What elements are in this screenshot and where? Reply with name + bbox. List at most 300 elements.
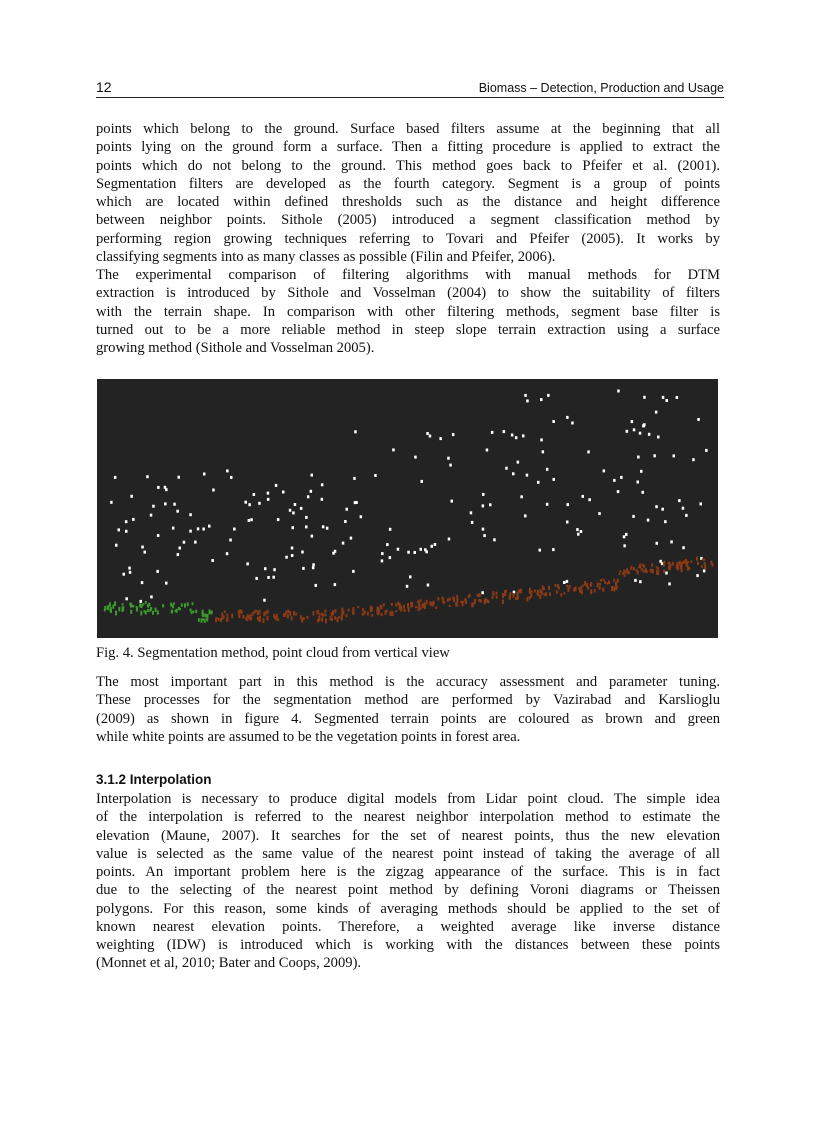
terrain-point: [192, 602, 194, 605]
terrain-point: [273, 614, 275, 618]
vegetation-point: [208, 525, 211, 528]
paragraph-interpolation: [96, 790, 720, 973]
vegetation-point: [580, 530, 583, 533]
vegetation-point: [692, 458, 695, 461]
vegetation-point: [334, 583, 337, 586]
vegetation-point: [179, 547, 182, 550]
vegetation-point: [350, 537, 353, 540]
terrain-point: [682, 562, 684, 564]
vegetation-point: [115, 544, 118, 547]
terrain-point: [686, 561, 688, 564]
vegetation-point: [183, 541, 186, 544]
figure-point-cloud: [97, 379, 718, 638]
vegetation-point: [426, 432, 429, 435]
vegetation-point: [353, 477, 356, 480]
vegetation-point: [482, 504, 485, 507]
terrain-point: [195, 610, 197, 613]
vegetation-point: [520, 495, 523, 498]
vegetation-point: [346, 508, 349, 511]
terrain-point: [449, 598, 451, 601]
point-cloud-image: [97, 379, 718, 638]
terrain-point: [657, 571, 659, 575]
vegetation-point: [289, 509, 292, 512]
terrain-point: [586, 583, 588, 587]
terrain-point: [641, 568, 643, 571]
vegetation-point: [285, 556, 288, 559]
vegetation-point: [311, 474, 314, 477]
running-title: Biomass – Detection, Production and Usage: [478, 81, 724, 95]
terrain-point: [325, 614, 327, 616]
terrain-point: [107, 605, 109, 610]
terrain-point: [140, 604, 142, 607]
vegetation-point: [655, 505, 658, 508]
terrain-point: [502, 600, 504, 605]
vegetation-point: [294, 503, 297, 506]
terrain-point: [622, 572, 624, 575]
vegetation-point: [203, 473, 206, 476]
terrain-point: [295, 613, 297, 616]
terrain-point: [339, 616, 341, 618]
terrain-point: [650, 569, 652, 573]
vegetation-point: [640, 470, 643, 473]
vegetation-point: [643, 424, 646, 427]
terrain-point: [191, 611, 193, 614]
terrain-point: [145, 611, 147, 615]
vegetation-point: [360, 515, 363, 518]
vegetation-point: [212, 489, 215, 492]
terrain-point: [408, 607, 410, 612]
vegetation-point: [637, 481, 640, 484]
terrain-point: [362, 613, 364, 616]
terrain-point: [176, 609, 178, 613]
terrain-point: [245, 617, 247, 621]
terrain-point: [518, 590, 520, 593]
terrain-point: [145, 601, 147, 604]
vegetation-point: [156, 570, 159, 573]
terrain-point: [238, 614, 240, 618]
vegetation-point: [471, 521, 474, 524]
vegetation-point: [668, 582, 671, 585]
terrain-point: [341, 608, 343, 613]
vegetation-point: [321, 498, 324, 501]
terrain-point: [152, 611, 154, 615]
terrain-point: [204, 614, 206, 617]
vegetation-point: [700, 502, 703, 505]
vegetation-point: [310, 490, 313, 493]
terrain-point: [172, 605, 174, 609]
vegetation-point: [526, 399, 529, 402]
terrain-point: [319, 613, 321, 615]
vegetation-point: [577, 533, 580, 536]
text-line: extraction is introduced by Sithole and Vosselman (2004) to show the suitability of filters: [96, 285, 720, 302]
terrain-point: [357, 606, 359, 608]
terrain-point: [543, 593, 545, 595]
terrain-point: [534, 590, 536, 593]
vegetation-point: [177, 553, 180, 556]
terrain-point: [352, 609, 354, 613]
vegetation-point: [547, 394, 550, 397]
vegetation-point: [397, 548, 400, 551]
vegetation-point: [311, 535, 314, 538]
vegetation-point: [553, 478, 556, 481]
terrain-point: [283, 614, 285, 617]
vegetation-point: [421, 480, 424, 483]
section-heading: 3.1.2 Interpolation: [96, 772, 212, 787]
terrain-point: [541, 591, 543, 595]
vegetation-point: [164, 502, 167, 505]
terrain-point: [615, 582, 617, 586]
vegetation-point: [511, 434, 514, 437]
vegetation-point: [253, 493, 256, 496]
vegetation-point: [172, 527, 175, 530]
terrain-point: [178, 607, 180, 610]
terrain-point: [122, 603, 124, 605]
terrain-point: [263, 618, 265, 623]
vegetation-point: [194, 541, 197, 544]
terrain-point: [334, 616, 336, 619]
vegetation-point: [447, 457, 450, 460]
vegetation-point: [315, 584, 318, 587]
vegetation-point: [332, 552, 335, 555]
vegetation-point: [140, 600, 143, 603]
terrain-point: [608, 581, 610, 585]
terrain-point: [704, 564, 706, 569]
vegetation-point: [248, 503, 251, 506]
terrain-point: [377, 611, 379, 616]
vegetation-point: [352, 570, 355, 573]
text-line: value is selected as the same value of the nearest point instead of taking the average of all: [96, 845, 720, 862]
vegetation-point: [522, 434, 525, 437]
terrain-point: [391, 603, 393, 606]
vegetation-point: [255, 577, 258, 580]
vegetation-point: [656, 542, 659, 545]
terrain-point: [334, 609, 336, 613]
vegetation-point: [420, 548, 423, 551]
terrain-point: [404, 609, 406, 612]
terrain-point: [255, 610, 257, 612]
vegetation-point: [355, 501, 358, 504]
text-line: due to the selecting of the nearest point method by defining Voroni diagrams or Theissen: [96, 882, 720, 899]
terrain-point: [109, 602, 111, 606]
vegetation-point: [342, 542, 345, 545]
vegetation-point: [666, 399, 669, 402]
vegetation-point: [197, 527, 200, 530]
terrain-point: [704, 562, 706, 565]
vegetation-point: [129, 571, 132, 574]
vegetation-point: [639, 432, 642, 435]
terrain-point: [697, 562, 699, 565]
vegetation-point: [659, 560, 662, 563]
terrain-point: [443, 601, 445, 604]
terrain-point: [330, 616, 332, 620]
vegetation-point: [603, 469, 606, 472]
vegetation-point: [226, 552, 229, 555]
terrain-point: [520, 589, 522, 592]
terrain-point: [488, 601, 490, 604]
vegetation-point: [292, 526, 295, 529]
vegetation-point: [144, 551, 147, 554]
vegetation-point: [125, 520, 128, 523]
terrain-point: [420, 608, 422, 610]
terrain-point: [616, 585, 618, 588]
terrain-point: [447, 598, 449, 601]
terrain-point: [582, 585, 584, 587]
terrain-point: [130, 603, 132, 607]
terrain-point: [118, 607, 120, 612]
vegetation-point: [273, 568, 276, 571]
vegetation-point: [678, 499, 681, 502]
terrain-point: [480, 600, 482, 603]
vegetation-point: [409, 575, 412, 578]
paragraph-accuracy: [96, 673, 720, 746]
terrain-point: [630, 566, 632, 570]
terrain-point: [380, 613, 382, 616]
terrain-point: [321, 617, 323, 621]
terrain-point: [341, 616, 343, 620]
vegetation-point: [312, 563, 315, 566]
vegetation-point: [632, 515, 635, 518]
vegetation-point: [291, 554, 294, 557]
terrain-point: [455, 602, 457, 606]
terrain-point: [549, 592, 551, 596]
terrain-point: [307, 616, 309, 619]
terrain-point: [109, 609, 111, 612]
terrain-point: [258, 618, 260, 621]
terrain-point: [312, 611, 314, 615]
terrain-point: [115, 611, 117, 616]
vegetation-point: [157, 534, 160, 537]
vegetation-point: [648, 433, 651, 436]
vegetation-point: [307, 495, 310, 498]
vegetation-point: [392, 448, 395, 451]
text-line: (2009) as shown in figure 4. Segmented terrain points are coloured as brown and green: [96, 710, 720, 727]
terrain-point: [104, 606, 106, 610]
vegetation-point: [452, 433, 455, 436]
vegetation-point: [152, 505, 155, 508]
terrain-point: [287, 614, 289, 619]
vegetation-point: [642, 491, 645, 494]
vegetation-point: [566, 416, 569, 419]
text-line: These processes for the segmentation method are performed by Vazirabad and Karslioglu: [96, 692, 720, 709]
terrain-point: [564, 592, 566, 594]
terrain-point: [399, 603, 401, 606]
vegetation-point: [130, 495, 133, 498]
text-line: of the interpolation is referred to the nearest neighbor interpolation method to estimate the: [96, 809, 720, 826]
text-line: growing method (Sithole and Vosselman 2005).: [96, 340, 375, 356]
vegetation-point: [230, 476, 233, 479]
vegetation-point: [321, 483, 324, 486]
terrain-point: [613, 579, 615, 582]
vegetation-point: [176, 510, 179, 513]
vegetation-point: [374, 474, 377, 477]
vegetation-point: [655, 411, 658, 414]
figure-caption: Fig. 4. Segmentation method, point cloud from vertical view: [96, 645, 450, 661]
vegetation-point: [696, 574, 699, 577]
terrain-point: [371, 607, 373, 612]
terrain-point: [599, 583, 601, 585]
terrain-point: [668, 562, 670, 564]
vegetation-point: [623, 544, 626, 547]
terrain-point: [449, 605, 451, 607]
vegetation-point: [322, 525, 325, 528]
terrain-point: [293, 611, 295, 616]
terrain-point: [465, 602, 467, 604]
terrain-point: [646, 571, 648, 573]
vegetation-point: [486, 449, 489, 452]
terrain-point: [242, 615, 244, 619]
terrain-point: [318, 615, 320, 620]
terrain-point: [633, 567, 635, 570]
terrain-point: [202, 618, 204, 620]
terrain-point: [496, 595, 498, 598]
terrain-point: [619, 570, 621, 572]
terrain-point: [567, 588, 569, 592]
vegetation-point: [110, 501, 113, 504]
terrain-point: [626, 568, 628, 571]
terrain-point: [209, 609, 211, 614]
terrain-point: [226, 618, 228, 622]
terrain-point: [529, 596, 531, 599]
terrain-point: [198, 618, 200, 622]
terrain-point: [651, 563, 653, 566]
terrain-point: [238, 610, 240, 614]
vegetation-point: [381, 559, 384, 562]
vegetation-point: [661, 508, 664, 511]
terrain-point: [171, 610, 173, 614]
vegetation-point: [141, 546, 144, 549]
vegetation-point: [657, 436, 660, 439]
terrain-point: [492, 596, 494, 599]
vegetation-point: [515, 436, 518, 439]
vegetation-point: [542, 450, 545, 453]
vegetation-point: [685, 514, 688, 517]
vegetation-point: [526, 474, 529, 477]
terrain-point: [619, 573, 621, 575]
terrain-point: [184, 603, 186, 607]
terrain-point: [512, 593, 514, 598]
vegetation-point: [617, 490, 620, 493]
terrain-point: [484, 598, 486, 601]
terrain-point: [130, 610, 132, 614]
vegetation-point: [505, 467, 508, 470]
text-line: known nearest elevation points. Therefore, a weighted average like inverse distance: [96, 918, 720, 935]
terrain-point: [267, 616, 269, 621]
terrain-point: [502, 593, 504, 598]
vegetation-point: [482, 528, 485, 531]
terrain-point: [548, 586, 550, 590]
vegetation-point: [178, 476, 181, 479]
terrain-point: [383, 603, 385, 606]
terrain-point: [424, 605, 426, 609]
vegetation-point: [229, 539, 232, 542]
vegetation-point: [588, 498, 591, 501]
terrain-point: [223, 615, 225, 619]
vegetation-point: [305, 525, 308, 528]
terrain-point: [464, 599, 466, 602]
vegetation-point: [673, 454, 676, 457]
terrain-point: [545, 592, 547, 596]
terrain-point: [380, 607, 382, 610]
terrain-point: [206, 618, 208, 621]
vegetation-point: [682, 507, 685, 510]
terrain-point: [613, 587, 615, 592]
terrain-point: [226, 614, 228, 617]
vegetation-point: [248, 519, 251, 522]
terrain-point: [643, 570, 645, 573]
vegetation-point: [552, 420, 555, 423]
terrain-point: [580, 586, 582, 589]
terrain-point: [594, 589, 596, 592]
terrain-point: [663, 570, 665, 573]
vegetation-point: [623, 535, 626, 538]
vegetation-point: [566, 521, 569, 524]
vegetation-point: [386, 543, 389, 546]
terrain-point: [147, 609, 149, 612]
text-line: points which belong to the ground. Surface based filters assume at the beginning that all: [96, 121, 720, 137]
terrain-point: [218, 618, 220, 621]
vegetation-point: [539, 549, 542, 552]
vegetation-point: [491, 431, 494, 434]
terrain-point: [395, 610, 397, 612]
terrain-point: [529, 590, 531, 594]
vegetation-point: [344, 520, 347, 523]
terrain-point: [142, 603, 144, 605]
terrain-point: [442, 597, 444, 600]
terrain-point: [136, 607, 138, 611]
terrain-point: [148, 603, 150, 607]
vegetation-point: [118, 528, 121, 531]
terrain-point: [392, 611, 394, 616]
text-line: with the terrain shape. In comparison with other filtering methods, segment base filter is: [96, 303, 720, 320]
terrain-point: [604, 581, 606, 584]
terrain-point: [207, 614, 209, 619]
terrain-point: [688, 567, 690, 569]
page-number: 12: [96, 79, 112, 95]
vegetation-point: [123, 573, 126, 576]
vegetation-point: [482, 493, 485, 496]
vegetation-point: [427, 584, 430, 587]
vegetation-point: [449, 464, 452, 467]
terrain-point: [231, 614, 233, 619]
terrain-point: [492, 591, 494, 596]
terrain-point: [652, 569, 654, 573]
terrain-point: [581, 589, 583, 594]
vegetation-point: [146, 475, 149, 478]
terrain-point: [526, 597, 528, 602]
vegetation-point: [613, 479, 616, 482]
terrain-point: [462, 601, 464, 603]
vegetation-point: [552, 548, 555, 551]
vegetation-point: [233, 528, 236, 531]
vegetation-point: [524, 394, 527, 397]
vegetation-point: [448, 538, 451, 541]
vegetation-point: [267, 492, 270, 495]
terrain-point: [300, 615, 302, 619]
vegetation-point: [128, 567, 131, 570]
terrain-point: [435, 606, 437, 609]
terrain-point: [422, 604, 424, 608]
text-line: turned out to be a more reliable method in steep slope terrain extraction using a surface: [96, 321, 720, 338]
terrain-point: [250, 617, 252, 620]
vegetation-point: [481, 591, 484, 594]
terrain-point: [575, 587, 577, 591]
vegetation-point: [354, 430, 357, 433]
terrain-point: [539, 595, 541, 599]
terrain-point: [599, 586, 601, 590]
terrain-point: [181, 603, 183, 606]
vegetation-point: [566, 580, 569, 583]
terrain-point: [542, 586, 544, 591]
